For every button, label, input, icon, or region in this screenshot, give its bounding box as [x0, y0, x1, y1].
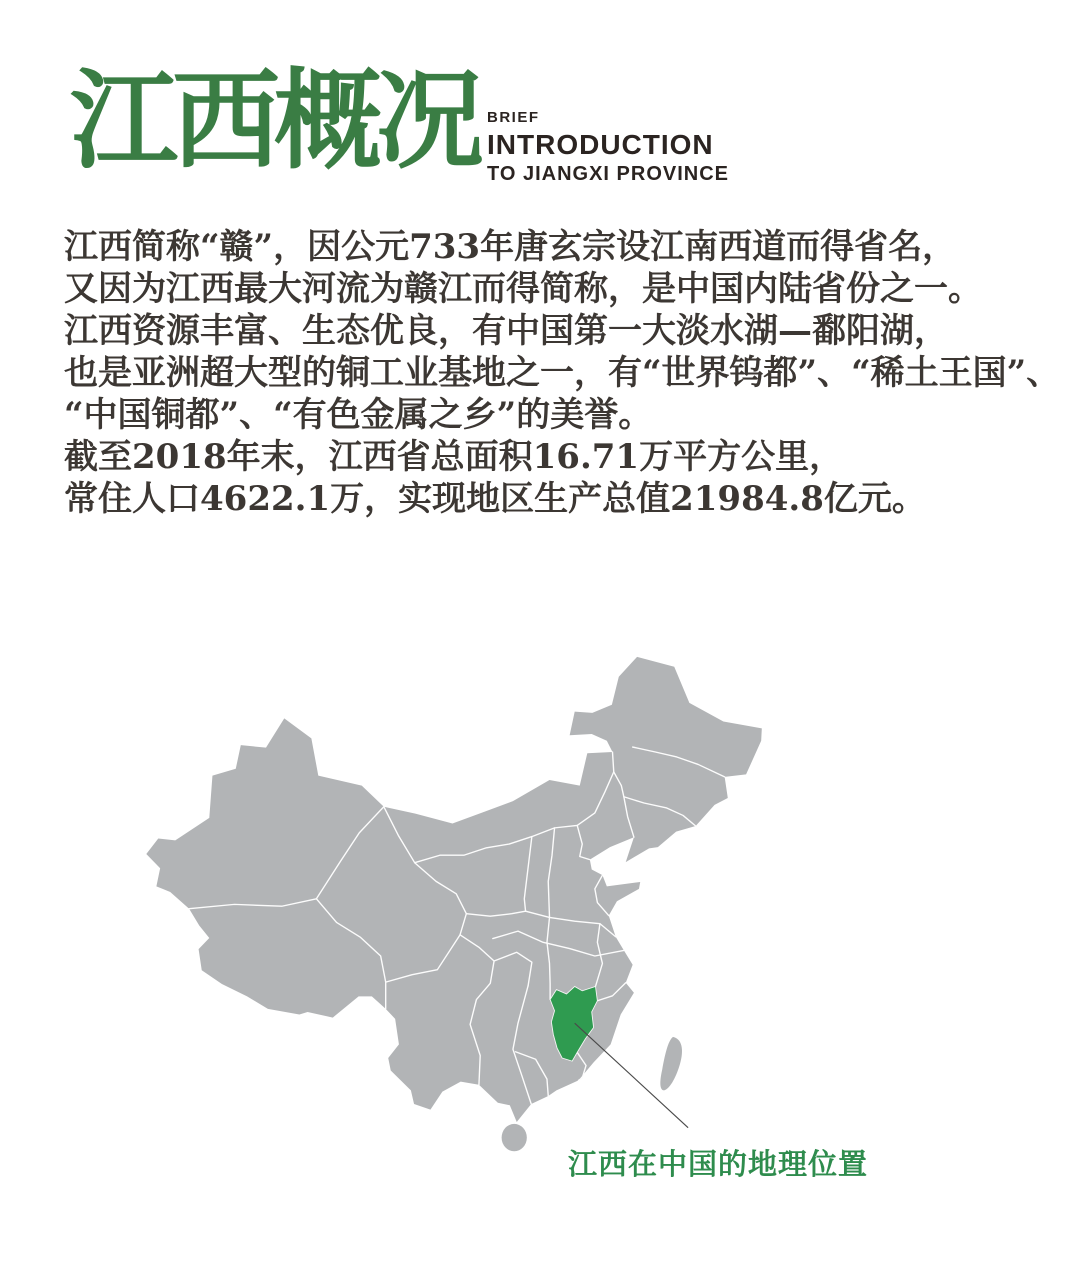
intro-line-5: “中国铜都”、“有色金属之乡”的美誉。: [64, 395, 653, 435]
subtitle-line-introduction: INTRODUCTION: [487, 128, 714, 160]
subtitle-line-province: TO JIANGXI PROVINCE: [487, 162, 730, 185]
intro-line-3: 江西资源丰富、生态优良，有中国第一大淡水湖—鄱阳湖，: [64, 311, 948, 351]
intro-line-1: 江西简称“赣”，因公元733年唐玄宗设江南西道而得省名，: [64, 227, 957, 267]
intro-line-7: 常住人口4622.1万，实现地区生产总值21984.8亿元。: [64, 479, 926, 519]
page-title: 江西概况: [70, 58, 479, 184]
intro-paragraph: [64, 226, 1061, 520]
intro-line-4: 也是亚洲超大型的铜工业基地之一，有“世界钨都”、“稀土王国”、: [64, 353, 1061, 393]
intro-line-2: 又因为江西最大河流为赣江而得简称，是中国内陆省份之一。: [64, 269, 982, 309]
china-map-svg: [140, 650, 770, 1160]
subtitle-line-brief: BRIEF: [487, 109, 540, 126]
intro-line-6: 截至2018年末，江西省总面积16.71万平方公里，: [64, 437, 844, 477]
map-caption: 江西在中国的地理位置: [568, 1147, 869, 1181]
subtitle-en: [487, 110, 729, 185]
taiwan-island-shape: [660, 1037, 682, 1090]
hainan-island-shape: [502, 1124, 527, 1151]
